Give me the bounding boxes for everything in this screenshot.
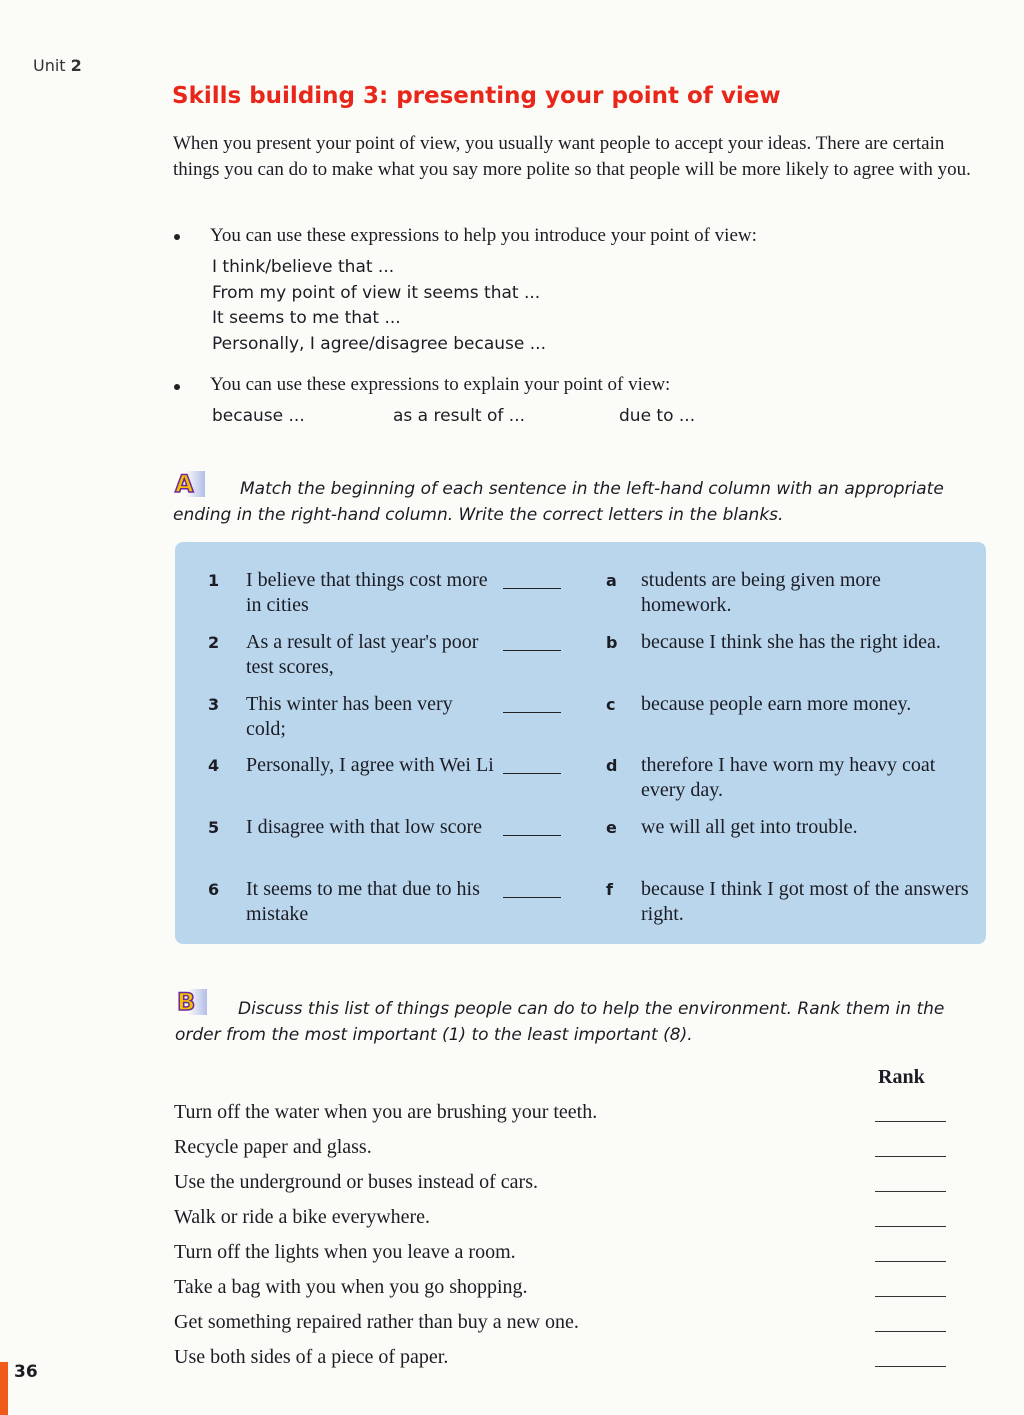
sentence-ending: because I think I got most of the answers right. xyxy=(641,878,969,925)
intro-paragraph: When you present your point of view, you usually want people to accept your ideas. There are certain things you can do to make what you say more polite so that people will be more likely to agree with you. xyxy=(173,133,971,180)
page-number: 36 xyxy=(14,1362,38,1382)
unit-label xyxy=(33,56,82,75)
rank-blank[interactable] xyxy=(875,1121,946,1122)
row-number: 3 xyxy=(208,695,220,714)
answer-blank[interactable] xyxy=(503,773,561,774)
answer-blank[interactable] xyxy=(503,588,561,589)
rank-blank[interactable] xyxy=(875,1191,946,1192)
unit-text: Unit xyxy=(33,56,66,75)
match-row xyxy=(175,568,986,630)
bullet-icon xyxy=(174,234,180,240)
ending-letter: d xyxy=(606,756,618,775)
match-row xyxy=(175,815,986,877)
rank-item: Walk or ride a bike everywhere. xyxy=(174,1206,431,1228)
bullet-1-text: You can use these expressions to help you introduce your point of view: xyxy=(210,225,757,246)
unit-number: 2 xyxy=(70,56,82,75)
exercise-b-instruction: Discuss this list of things people can do to help the environment. Rank them in the xyxy=(238,999,945,1019)
sentence-beginning: It seems to me that due to his mistake xyxy=(246,878,480,925)
section-title: Skills building 3: presenting your point of view xyxy=(172,83,781,109)
page-edge-bar xyxy=(0,1362,8,1415)
ending-letter: b xyxy=(606,633,618,652)
row-number: 5 xyxy=(208,818,220,837)
expression: I think/believe that ... xyxy=(212,257,395,277)
sentence-beginning: I disagree with that low score xyxy=(246,816,483,838)
rank-blank[interactable] xyxy=(875,1331,946,1332)
rank-blank[interactable] xyxy=(875,1261,946,1262)
bullet-icon xyxy=(174,384,180,390)
rank-header: Rank xyxy=(878,1066,925,1088)
rank-item: Use the underground or buses instead of cars. xyxy=(174,1171,538,1193)
ending-letter: a xyxy=(606,571,617,590)
sentence-beginning: This winter has been very cold; xyxy=(246,693,453,740)
exercise-a-icon: A xyxy=(173,471,205,497)
expression: due to ... xyxy=(619,406,696,426)
sentence-ending: therefore I have worn my heavy coat every day. xyxy=(641,754,936,801)
rank-blank[interactable] xyxy=(875,1226,946,1227)
exercise-a-instruction: Match the beginning of each sentence in the left-hand column with an appropriate xyxy=(240,479,944,499)
sentence-beginning: Personally, I agree with Wei Li xyxy=(246,754,494,776)
match-row xyxy=(175,630,986,692)
expression: because ... xyxy=(212,406,305,426)
answer-blank[interactable] xyxy=(503,650,561,651)
sentence-ending: because people earn more money. xyxy=(641,693,912,715)
rank-blank[interactable] xyxy=(875,1156,946,1157)
match-row xyxy=(175,877,986,939)
rank-item: Take a bag with you when you go shopping. xyxy=(174,1276,528,1298)
sentence-beginning: I believe that things cost more in cities xyxy=(246,569,488,616)
sentence-ending: because I think she has the right idea. xyxy=(641,631,941,653)
row-number: 2 xyxy=(208,633,220,652)
rank-item: Get something repaired rather than buy a new one. xyxy=(174,1311,579,1333)
ending-letter: e xyxy=(606,818,617,837)
ending-letter: c xyxy=(606,695,616,714)
match-row xyxy=(175,753,986,815)
match-row xyxy=(175,692,986,754)
exercise-b-instruction-2: order from the most important (1) to the least important (8). xyxy=(175,1025,693,1045)
rank-item: Turn off the lights when you leave a room. xyxy=(174,1241,516,1263)
expression: It seems to me that ... xyxy=(212,308,401,328)
answer-blank[interactable] xyxy=(503,897,561,898)
rank-item: Recycle paper and glass. xyxy=(174,1136,372,1158)
matching-box xyxy=(175,542,986,944)
rank-blank[interactable] xyxy=(875,1296,946,1297)
expression: Personally, I agree/disagree because ... xyxy=(212,334,546,354)
exercise-a-instruction-2: ending in the right-hand column. Write the correct letters in the blanks. xyxy=(173,505,784,525)
row-number: 1 xyxy=(208,571,220,590)
sentence-ending: we will all get into trouble. xyxy=(641,816,858,838)
expression: From my point of view it seems that ... xyxy=(212,283,541,303)
ending-letter: f xyxy=(606,880,613,899)
sentence-ending: students are being given more homework. xyxy=(641,569,881,616)
rank-blank[interactable] xyxy=(875,1366,946,1367)
expression: as a result of ... xyxy=(393,406,525,426)
answer-blank[interactable] xyxy=(503,835,561,836)
row-number: 6 xyxy=(208,880,220,899)
row-number: 4 xyxy=(208,756,220,775)
bullet-2-text: You can use these expressions to explain your point of view: xyxy=(210,374,671,395)
answer-blank[interactable] xyxy=(503,712,561,713)
sentence-beginning: As a result of last year's poor test scores, xyxy=(246,631,479,678)
exercise-b-icon: B xyxy=(175,989,207,1015)
rank-item: Turn off the water when you are brushing your teeth. xyxy=(174,1101,598,1123)
rank-item: Use both sides of a piece of paper. xyxy=(174,1346,449,1368)
